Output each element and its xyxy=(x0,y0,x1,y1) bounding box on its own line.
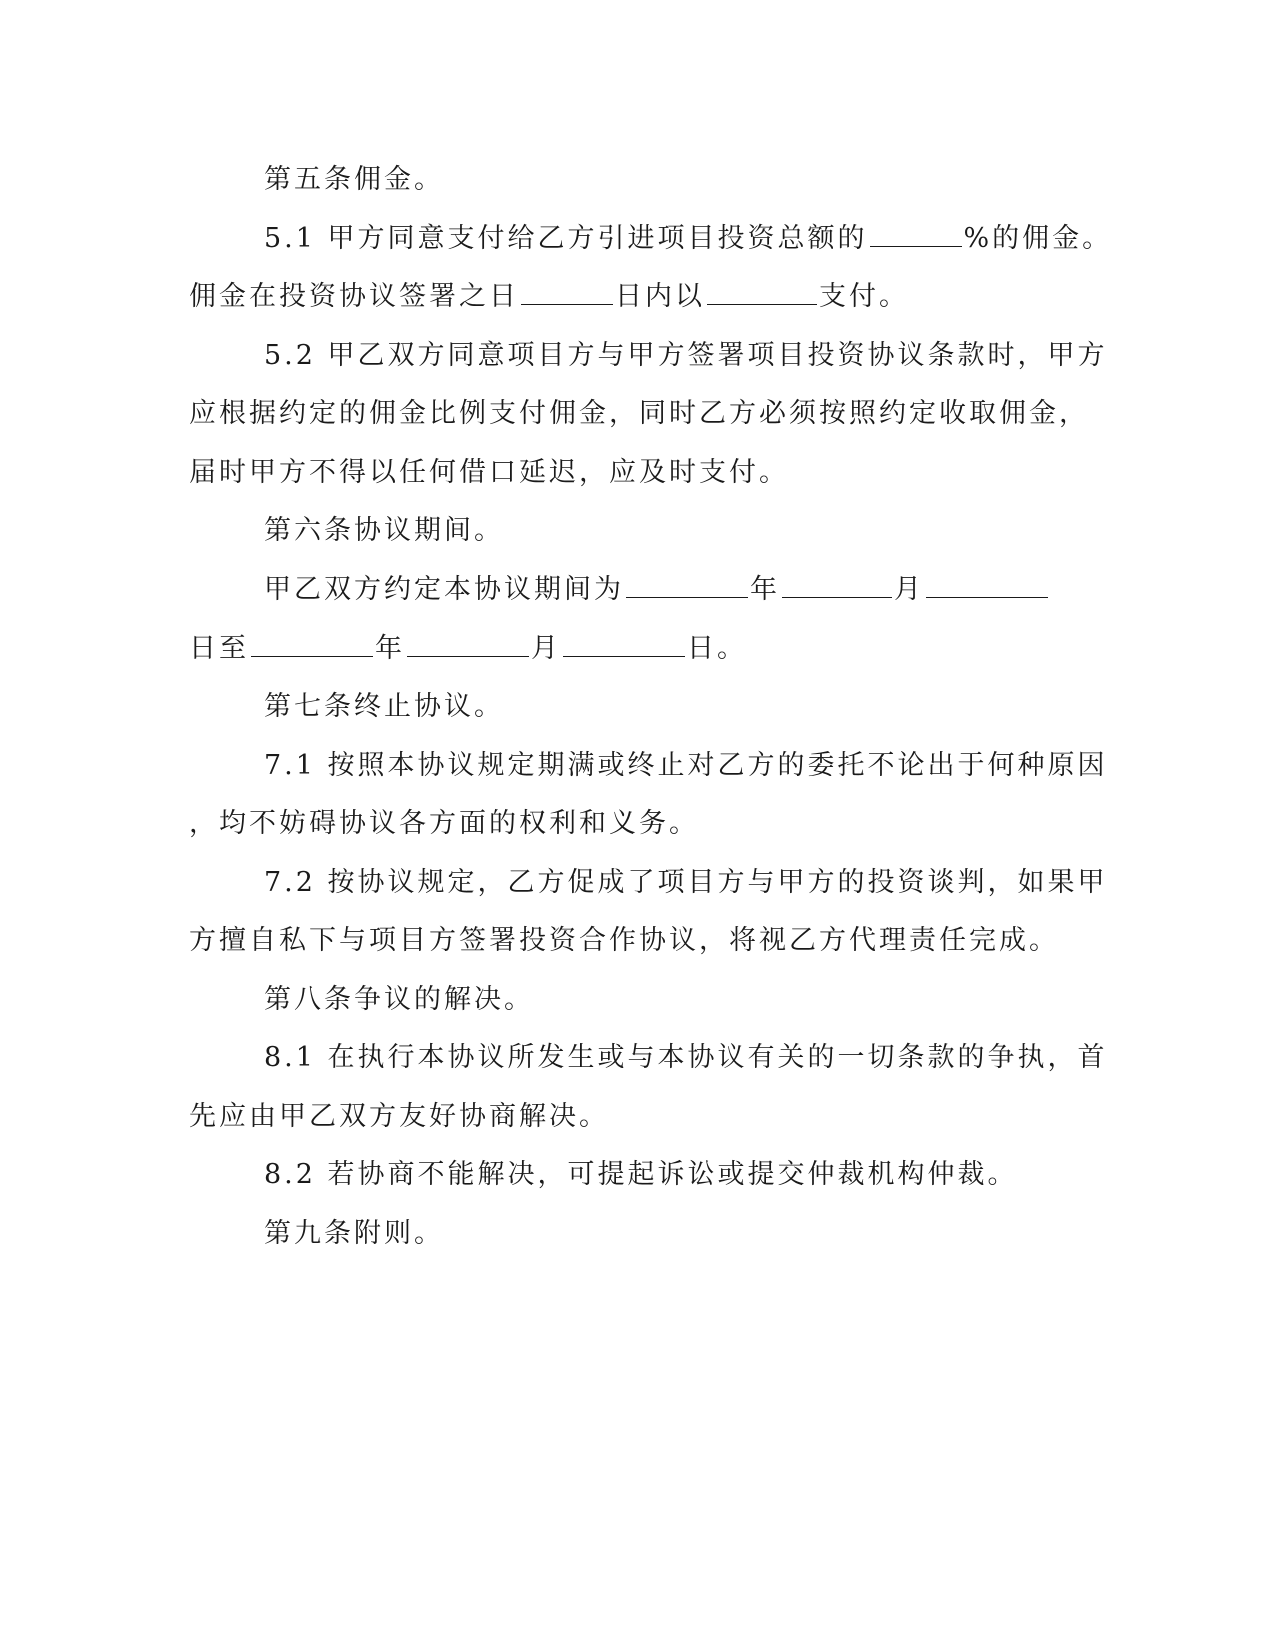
article-6-text-d: 日至 xyxy=(189,633,249,664)
article-6-line-2 xyxy=(189,632,747,666)
article-8-heading: 第八条争议的解决。 xyxy=(264,984,534,1015)
clause-5-1-text-d: 日内以 xyxy=(615,281,705,312)
clause-7-2-line-2: 方擅自私下与项目方签署投资合作协议，将视乙方代理责任完成。 xyxy=(189,925,1059,956)
start-day-blank xyxy=(926,573,1048,598)
start-month-blank xyxy=(782,573,892,598)
article-7-heading: 第七条终止协议。 xyxy=(264,691,504,722)
end-year-blank xyxy=(251,632,373,657)
clause-8-1-line-1: 8.1 在执行本协议所发生或与本协议有关的一切条款的争执，首 xyxy=(264,1042,1108,1073)
clause-5-2-line-1: 5.2 甲乙双方同意项目方与甲方签署项目投资协议条款时，甲方 xyxy=(264,340,1108,371)
commission-percent-blank xyxy=(870,222,962,247)
article-6-text-g: 日。 xyxy=(687,633,747,664)
article-6-text-f: 月 xyxy=(531,633,561,664)
clause-5-2-line-2: 应根据约定的佣金比例支付佣金，同时乙方必须按照约定收取佣金， xyxy=(189,398,1089,429)
clause-8-1-line-2: 先应由甲乙双方友好协商解决。 xyxy=(189,1101,609,1132)
article-9-heading: 第九条附则。 xyxy=(264,1218,444,1249)
clause-5-1-line-1 xyxy=(264,222,1112,256)
article-6-text-b: 年 xyxy=(750,574,780,605)
article-6-line-1 xyxy=(264,573,1050,607)
payment-days-blank xyxy=(521,280,613,305)
article-6-text-e: 年 xyxy=(375,633,405,664)
clause-7-1-line-2: ，均不妨碍协议各方面的权利和义务。 xyxy=(189,808,699,839)
start-year-blank xyxy=(626,573,748,598)
article-6-text-c: 月 xyxy=(894,574,924,605)
clause-5-1-text-b: %的佣金。 xyxy=(963,223,1113,254)
clause-5-2-line-3: 届时甲方不得以任何借口延迟，应及时支付。 xyxy=(189,457,789,488)
clause-7-1-line-1: 7.1 按照本协议规定期满或终止对乙方的委托不论出于何种原因 xyxy=(264,750,1108,781)
clause-5-1-text-c: 佣金在投资协议签署之日 xyxy=(189,281,519,312)
end-month-blank xyxy=(407,632,529,657)
article-6-text-a: 甲乙双方约定本协议期间为 xyxy=(264,574,624,605)
payment-method-blank xyxy=(707,280,817,305)
article-6-heading: 第六条协议期间。 xyxy=(264,515,504,546)
clause-7-2-line-1: 7.2 按协议规定，乙方促成了项目方与甲方的投资谈判，如果甲 xyxy=(264,867,1108,898)
clause-5-1-line-2 xyxy=(189,280,909,314)
clause-5-1-text-e: 支付。 xyxy=(819,281,909,312)
clause-5-1-text-a: 5.1 甲方同意支付给乙方引进项目投资总额的 xyxy=(264,223,868,254)
article-5-heading: 第五条佣金。 xyxy=(264,164,444,195)
clause-8-2-line-1: 8.2 若协商不能解决，可提起诉讼或提交仲裁机构仲裁。 xyxy=(264,1159,1018,1190)
end-day-blank xyxy=(563,632,685,657)
